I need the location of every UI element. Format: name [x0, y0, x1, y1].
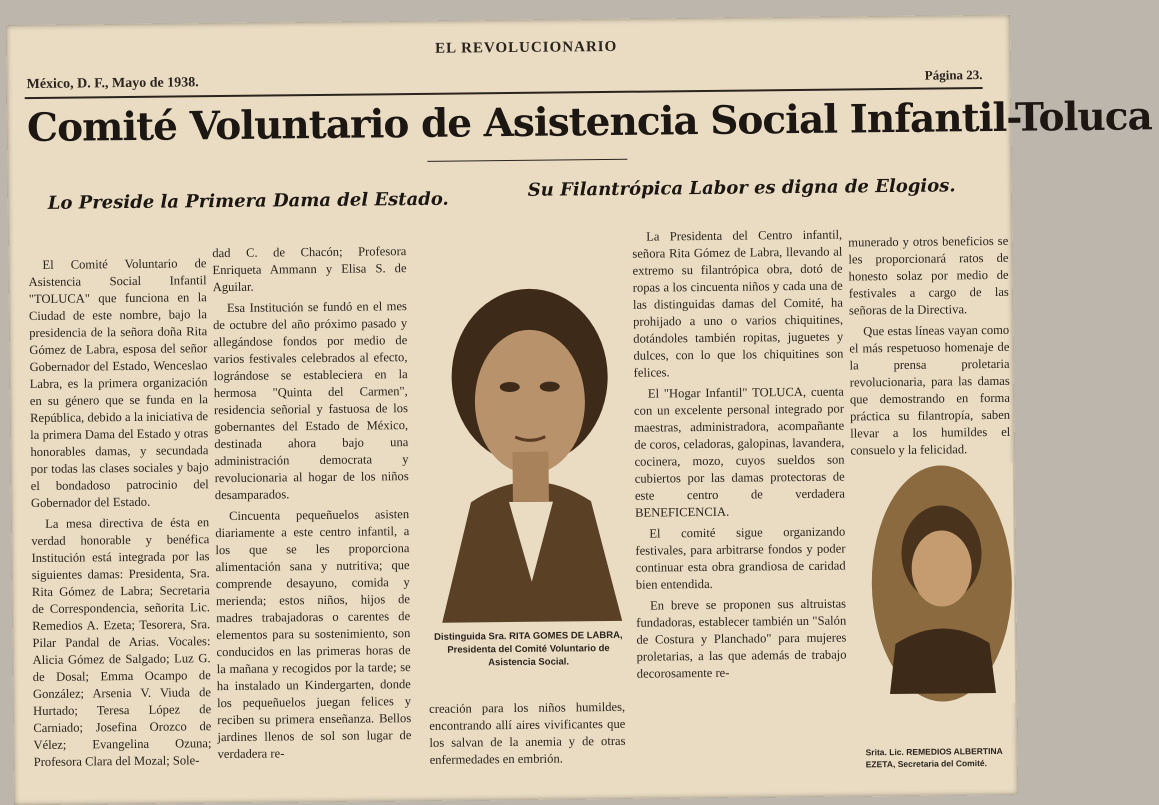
article-column-2: [212, 243, 411, 767]
subhead-right: Su Filantrópica Labor es digna de Elogios.: [527, 175, 956, 201]
dateline: México, D. F., Mayo de 1938.: [26, 75, 199, 93]
newspaper-page: [6, 15, 1152, 805]
masthead: EL REVOLUCIONARIO: [435, 38, 618, 57]
caption-secretary-portrait: Srita. Lic. REMEDIOS ALBERTINA EZETA, Secretaria del Comité.: [865, 745, 1003, 770]
paragraph: munerado y otros beneficios se les proporcionará ratos de honesto solaz por medio de festivales a cargo de las señoras de la Directiva.: [848, 233, 1009, 318]
page-number: Página 23.: [924, 67, 983, 83]
article-column-1: [28, 255, 211, 775]
paragraph: El "Hogar Infantil" TOLUCA, cuenta con un excelente personal integrado por maestras, administradora, acompañante de coros, celadoras, galopinas, lavandera, cocinera, mozo, cuyos sueldos son cubiertos por las damas protectoras de este centro de verdadera BENEFICENCIA.: [633, 384, 845, 520]
caption-main-portrait: Distinguida Sra. RITA GOMES DE LABRA, Presidenta del Comité Voluntario de Asistencia Social.: [434, 629, 623, 669]
paragraph: Que estas líneas vayan como el más respetuoso homenaje de la prensa proletaria revolucionaria, para las damas que demostrando en forma práctica su filantropía, saben llevar a los humildes el consuelo y la felicidad.: [849, 322, 1011, 458]
portrait-small-image: [869, 463, 1016, 704]
paragraph: En breve se proponen sus altruistas fundadoras, establecer también un "Salón de Costura y Planchado" para mujeres proletarias, a las que además de trabajo decorosamente re-: [636, 596, 847, 681]
title-rule: [427, 159, 627, 162]
portrait-main-image: [428, 251, 632, 623]
portrait-photo-main: [428, 251, 632, 623]
paragraph: La Presidenta del Centro infantil, señora Rita Gómez de Labra, llevando al extremo su filantrópica obra, dotó de ropas a los cincuenta niños y cada una de las distinguidas damas del Comité, ha prohijado a uno o varios chiquitines, dotándoles también ropitas, juguetes y dulces, con lo que los chiquitines son felices.: [632, 227, 844, 380]
portrait-photo-secretary: [869, 463, 1016, 704]
paragraph: El Comité Voluntario de Asistencia Social Infantil "TOLUCA" que funciona en la Ciudad de este nombre, bajo la presidencia de la señora doña Rita Gómez de Labra, esposa del señor Gobernador del Estado, Wenceslao Labra, es la primera organización en su género que se funda en la República, debido a la iniciativa de la primera Dama del Estado y otras honorables damas, y secundada por todas las clases sociales y bajo el bondadoso patrocinio del Gobernador del Estado.: [28, 256, 209, 511]
paragraph: Cincuenta pequeñuelos asisten diariamente a este centro infantil, a los que se les proporciona alimentación sana y nutritiva; que comprende desayuno, comida y merienda; estos niños, hijos de madres trabajadoras o carentes de elementos para su sostenimiento, son conducidos en las primeras horas de la mañana y recogidos por la tarde; se ha instalado un Kindergarten, donde los pequeñuelos juegan felices y reciben su primera enseñanza. Bellos jardines llenos de sol son lugar de verdadera re-: [215, 507, 412, 762]
article-column-4: [632, 227, 847, 687]
headline-title: Comité Voluntario de Asistencia Social Infantil-Toluca: [26, 93, 1152, 152]
paragraph: creación para los niños humildes, encontrando allí aires vivificantes que los salvan de la anemia y de otras enfermedades en embrión.: [429, 699, 626, 767]
article-column-3: [429, 699, 626, 773]
subhead-left: Lo Preside la Primera Dama del Estado.: [47, 188, 449, 214]
paragraph: El comité sigue organizando festivales, para arbitrarse fondos y poder continuar esta obra grandiosa de caridad bien entendida.: [635, 524, 846, 592]
paragraph: dad C. de Chacón; Profesora Enriqueta Ammann y Elisa S. de Aguilar.: [212, 244, 407, 295]
article-column-5: [848, 233, 1010, 464]
paragraph: La mesa directiva de ésta en verdad honorable y benéfica Institución está integrada por las siguientes damas: Presidenta, Sra. Rita Gómez de Labra; Secretaria de Correspondencia, señorita Lic. Remedios A. Ezeta; Tesorera, Sra. Pilar Pandal de Arias. Vocales: Alicia Gómez de Salgado; Luz G. de Dosal; Emma Ocampo de González; Arsenia V. Viuda de Hurtado; Teresa López de Carniado; Josefina Orozco de Vélez; Evangelina Ozuna; Profesora Clara del Mozal; Sole-: [31, 515, 212, 770]
paragraph: Esa Institución se fundó en el mes de octubre del año próximo pasado y allegándose fondos por medio de varios festivales celebrados al efecto, lográndose se estableciera en la hermosa "Quinta del Carmen", residencia señorial y fastuosa de los gobernantes del Estado de México, destinada ahora bajo una administración democrata y revolucionaria al hogar de los niños desamparados.: [213, 299, 409, 503]
